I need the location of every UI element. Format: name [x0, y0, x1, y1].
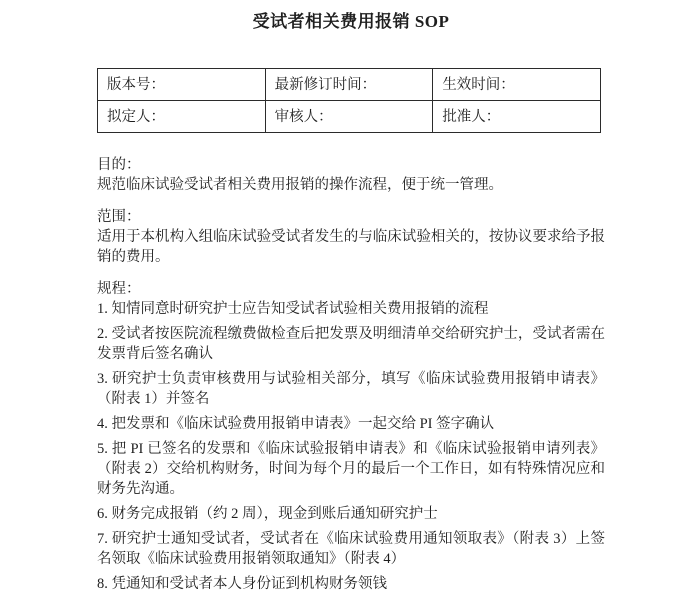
procedure-step-5: 5. 把 PI 已签名的发票和《临床试验报销申请表》和《临床试验报销申请列表》（附表 2）交给机构财务，时间为每个月的最后一个工作日，如有特殊情况应和财务先沟通。 [97, 441, 605, 497]
procedure-step-3: 3. 研究护士负责审核费用与试验相关部分，填写《临床试验费用报销申请表》（附表 1）并签名 [97, 371, 605, 407]
table-row [98, 101, 601, 133]
section-procedure [97, 279, 605, 594]
reviewer-label: 审核人： [265, 101, 433, 133]
last-revised-date-label: 最新修订时间： [265, 69, 433, 101]
version-number-label: 版本号： [98, 69, 266, 101]
procedure-step-1: 1. 知情同意时研究护士应告知受试者试验相关费用报销的流程 [97, 301, 489, 317]
document-body [97, 155, 605, 594]
procedure-step-4: 4. 把发票和《临床试验费用报销申请表》一起交给 PI 签字确认 [97, 416, 495, 432]
procedure-step-6: 6. 财务完成报销（约 2 周），现金到账后通知研究护士 [97, 506, 438, 522]
procedure-step-8: 8. 凭通知和受试者本人身份证到机构财务领钱 [97, 576, 387, 592]
procedure-step-7: 7. 研究护士通知受试者，受试者在《临床试验费用通知领取表》（附表 3）上签名领取《临床试验费用报销领取通知》（附表 4） [97, 531, 605, 567]
effective-date-label: 生效时间： [433, 69, 601, 101]
procedure-step-2: 2. 受试者按医院流程缴费做检查后把发票及明细清单交给研究护士，受试者需在发票背后签名确认 [97, 326, 605, 362]
approver-label: 批准人： [433, 101, 601, 133]
table-row [98, 69, 601, 101]
version-info-table [97, 68, 601, 133]
purpose-text: 规范临床试验受试者相关费用报销的操作流程，便于统一管理。 [97, 177, 503, 193]
purpose-heading: 目的： [97, 157, 141, 173]
procedure-heading: 规程： [97, 281, 141, 297]
page-title: 受试者相关费用报销 SOP [252, 12, 450, 31]
scope-heading: 范围： [97, 209, 141, 225]
section-scope [97, 207, 605, 267]
scope-text: 适用于本机构入组临床试验受试者发生的与临床试验相关的，按协议要求给予报销的费用。 [97, 229, 605, 265]
drafter-label: 拟定人： [98, 101, 266, 133]
section-purpose [97, 155, 605, 195]
